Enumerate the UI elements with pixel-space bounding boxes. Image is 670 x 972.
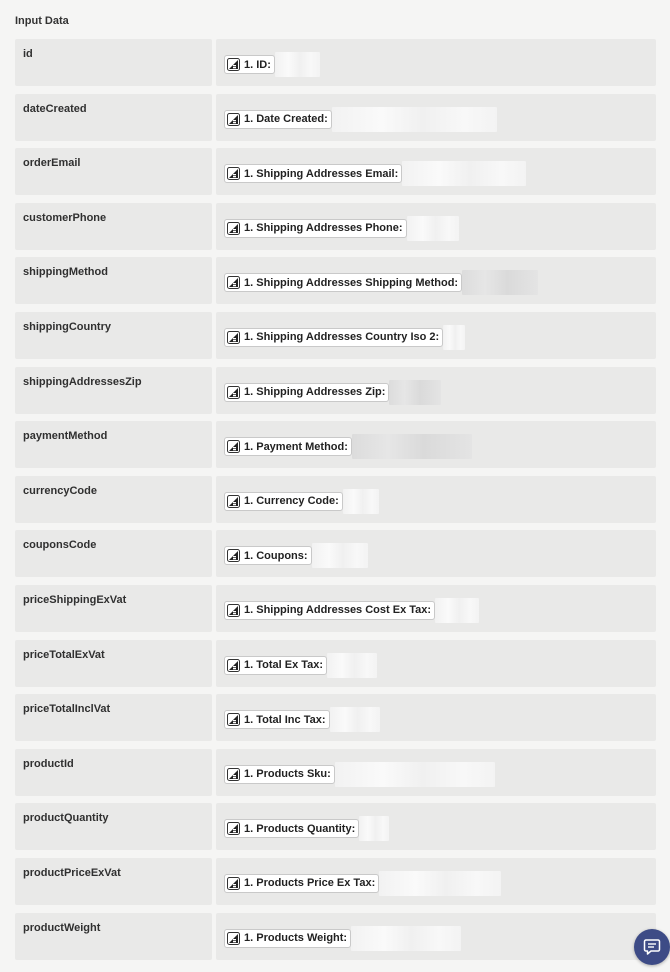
field-value[interactable] [216, 257, 656, 304]
section-title: Input Data [15, 15, 69, 27]
mapped-token[interactable] [224, 819, 359, 838]
app-icon [227, 113, 240, 126]
token-label: 1. Products Quantity: [244, 822, 356, 835]
field-key: paymentMethod [15, 421, 212, 468]
field-value[interactable] [216, 476, 656, 523]
mapped-token[interactable] [224, 656, 327, 675]
token-label: 1. Products Sku: [244, 768, 331, 781]
field-value[interactable] [216, 367, 656, 414]
field-key: customerPhone [15, 203, 212, 250]
app-icon [227, 276, 240, 289]
field-row-shippingMethod [15, 257, 656, 304]
field-key: shippingAddressesZip [15, 367, 212, 414]
app-icon [227, 549, 240, 562]
app-icon [227, 386, 240, 399]
field-value[interactable] [216, 94, 656, 141]
field-row-priceTotalInclVat [15, 694, 656, 741]
token-label: 1. Payment Method: [244, 440, 348, 453]
app-icon [227, 768, 240, 781]
mapped-token[interactable] [224, 765, 335, 784]
token-label: 1. Shipping Addresses Shipping Method: [244, 276, 459, 289]
mapped-token[interactable] [224, 546, 312, 565]
app-icon [227, 440, 240, 453]
app-icon [227, 331, 240, 344]
app-icon [227, 495, 240, 508]
mapped-token[interactable] [224, 874, 379, 893]
app-icon [227, 877, 240, 890]
mapped-token[interactable] [224, 55, 275, 74]
field-key: productWeight [15, 913, 212, 960]
field-key: orderEmail [15, 148, 212, 195]
field-value[interactable] [216, 749, 656, 796]
field-key: priceShippingExVat [15, 585, 212, 632]
token-label: 1. ID: [244, 58, 271, 71]
field-row-shippingAddressesZip [15, 367, 656, 414]
field-value[interactable] [216, 39, 656, 86]
field-key: shippingMethod [15, 257, 212, 304]
field-value[interactable] [216, 913, 656, 960]
app-icon [227, 167, 240, 180]
field-value[interactable] [216, 803, 656, 850]
mapped-token[interactable] [224, 383, 389, 402]
token-label: 1. Shipping Addresses Email: [244, 167, 399, 180]
token-label: 1. Currency Code: [244, 495, 339, 508]
field-value[interactable] [216, 421, 656, 468]
field-row-productPriceExVat [15, 858, 656, 905]
field-value[interactable] [216, 203, 656, 250]
token-label: 1. Products Price Ex Tax: [244, 877, 376, 890]
field-value[interactable] [216, 694, 656, 741]
chat-button[interactable] [634, 929, 670, 965]
mapped-token[interactable] [224, 710, 330, 729]
token-label: 1. Date Created: [244, 113, 328, 126]
field-key: id [15, 39, 212, 86]
input-data-list [15, 39, 656, 967]
mapped-token[interactable] [224, 219, 407, 238]
field-value[interactable] [216, 858, 656, 905]
field-key: dateCreated [15, 94, 212, 141]
field-row-customerPhone [15, 203, 656, 250]
redacted-value [327, 653, 377, 678]
mapped-token[interactable] [224, 929, 351, 948]
field-row-orderEmail [15, 148, 656, 195]
field-row-priceShippingExVat [15, 585, 656, 632]
redacted-value [312, 543, 368, 568]
field-row-productQuantity [15, 803, 656, 850]
field-row-id [15, 39, 656, 86]
redacted-value [352, 434, 472, 459]
field-key: currencyCode [15, 476, 212, 523]
field-value[interactable] [216, 585, 656, 632]
field-row-priceTotalExVat [15, 640, 656, 687]
field-row-shippingCountry [15, 312, 656, 359]
token-label: 1. Total Inc Tax: [244, 713, 326, 726]
field-key: priceTotalInclVat [15, 694, 212, 741]
redacted-value [330, 707, 380, 732]
token-label: 1. Shipping Addresses Zip: [244, 386, 386, 399]
field-row-productId [15, 749, 656, 796]
mapped-token[interactable] [224, 110, 332, 129]
mapped-token[interactable] [224, 164, 402, 183]
field-key: shippingCountry [15, 312, 212, 359]
field-row-dateCreated [15, 94, 656, 141]
redacted-value [443, 325, 465, 350]
field-key: productQuantity [15, 803, 212, 850]
field-key: couponsCode [15, 530, 212, 577]
token-label: 1. Total Ex Tax: [244, 659, 324, 672]
chat-icon [643, 938, 661, 956]
field-value[interactable] [216, 640, 656, 687]
token-label: 1. Shipping Addresses Phone: [244, 222, 403, 235]
field-key: priceTotalExVat [15, 640, 212, 687]
field-row-currencyCode [15, 476, 656, 523]
field-row-couponsCode [15, 530, 656, 577]
redacted-value [407, 216, 459, 241]
mapped-token[interactable] [224, 328, 443, 347]
app-icon [227, 932, 240, 945]
app-icon [227, 222, 240, 235]
redacted-value [335, 762, 495, 787]
app-icon [227, 604, 240, 617]
field-value[interactable] [216, 148, 656, 195]
field-value[interactable] [216, 530, 656, 577]
redacted-value [462, 270, 538, 295]
mapped-token[interactable] [224, 492, 343, 511]
field-key: productPriceExVat [15, 858, 212, 905]
field-row-productWeight [15, 913, 656, 960]
redacted-value [389, 380, 441, 405]
app-icon [227, 713, 240, 726]
field-row-paymentMethod [15, 421, 656, 468]
token-label: 1. Products Weight: [244, 932, 348, 944]
mapped-token[interactable] [224, 601, 435, 620]
redacted-value [359, 816, 389, 841]
field-value[interactable] [216, 312, 656, 359]
redacted-value [275, 52, 320, 77]
redacted-value [351, 926, 461, 951]
app-icon [227, 659, 240, 672]
mapped-token[interactable] [224, 273, 462, 292]
redacted-value [343, 489, 379, 514]
token-label: 1. Shipping Addresses Country Iso 2: [244, 331, 440, 344]
app-icon [227, 822, 240, 835]
token-label: 1. Shipping Addresses Cost Ex Tax: [244, 604, 432, 617]
redacted-value [402, 161, 526, 186]
field-key: productId [15, 749, 212, 796]
redacted-value [379, 871, 501, 896]
app-icon [227, 58, 240, 71]
token-label: 1. Coupons: [244, 549, 308, 562]
redacted-value [332, 107, 497, 132]
mapped-token[interactable] [224, 437, 352, 456]
redacted-value [435, 598, 479, 623]
